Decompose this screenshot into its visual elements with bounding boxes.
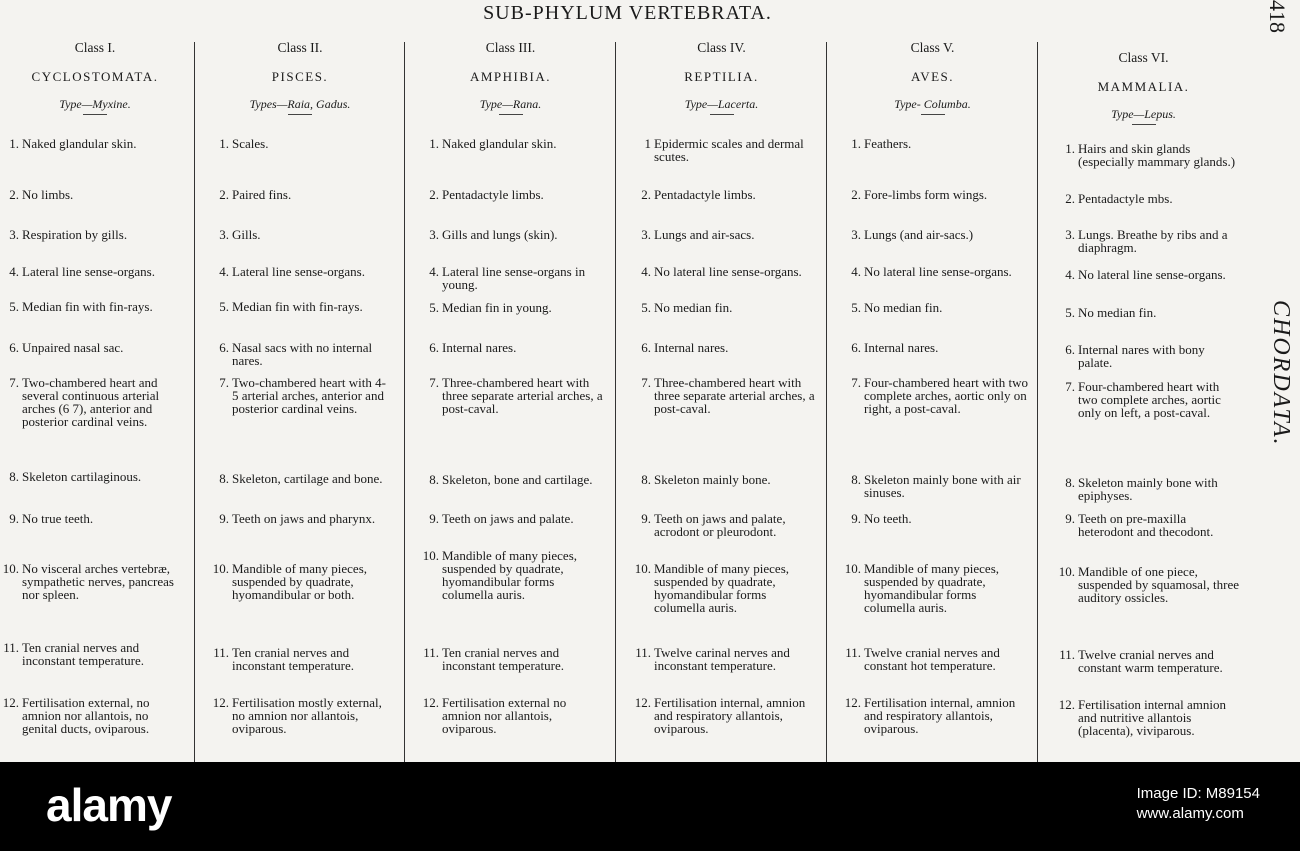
item-text: Internal nares.: [442, 340, 517, 355]
character-item: [641, 227, 816, 242]
item-text: Paired fins.: [232, 187, 292, 202]
character-item: [851, 136, 1028, 151]
character-item: [9, 136, 182, 151]
class-label: Class IV.: [697, 40, 746, 55]
character-item: [429, 136, 604, 151]
item-number: 3.: [219, 227, 229, 242]
item-number: 2.: [1065, 191, 1075, 206]
character-item: [219, 136, 392, 151]
item-number: 12.: [1058, 697, 1075, 712]
class-column-header: [830, 40, 1035, 115]
class-name: REPTILIA.: [684, 69, 759, 84]
header-rule: [710, 114, 734, 115]
item-text: Ten cranial nerves and inconstant temperature.: [232, 645, 355, 673]
item-number: 10.: [212, 561, 229, 576]
item-number: 1.: [429, 136, 439, 151]
character-item: [9, 227, 182, 242]
item-text: Skeleton, bone and cartilage.: [442, 472, 593, 487]
item-number: 2.: [9, 187, 19, 202]
item-number: 10.: [2, 561, 19, 576]
item-number: 5.: [851, 300, 861, 315]
character-item: [1058, 564, 1240, 605]
item-number: 10.: [1058, 564, 1075, 579]
item-text: Lateral line sense-organs.: [232, 264, 365, 279]
item-text: Pentadactyle mbs.: [1078, 191, 1173, 206]
character-item: [9, 299, 182, 314]
item-number: 12.: [212, 695, 229, 710]
item-text: No teeth.: [864, 511, 912, 526]
item-number: 7.: [1065, 379, 1075, 394]
header-rule: [499, 114, 523, 115]
item-text: Skeleton mainly bone with epiphyses.: [1078, 475, 1218, 503]
character-item: [1065, 141, 1240, 169]
item-text: Unpaired nasal sac.: [22, 340, 124, 355]
item-text: Respiration by gills.: [22, 227, 128, 242]
class-name: AVES.: [910, 69, 955, 84]
character-item: [1065, 267, 1240, 282]
item-text: Internal nares.: [864, 340, 939, 355]
character-item: [1065, 305, 1240, 320]
item-number: 5.: [1065, 305, 1075, 320]
item-text: Skeleton cartilaginous.: [22, 469, 142, 484]
item-number: 11.: [423, 645, 439, 660]
header-rule: [1132, 124, 1156, 125]
character-item: [3, 640, 182, 668]
character-item: [641, 472, 816, 487]
class-name: AMPHIBIA.: [469, 69, 552, 84]
item-number: 3.: [641, 227, 651, 242]
item-text: Two-chambered heart and several continuous arterial arches (6 7), anterior and posterior cardinal veins.: [22, 375, 160, 429]
character-item: [9, 340, 182, 355]
side-title: CHORDATA.: [1268, 300, 1294, 447]
item-text: No true teeth.: [22, 511, 94, 526]
item-text: Twelve cranial nerves and constant warm temperature.: [1078, 647, 1223, 675]
character-item: [2, 561, 182, 602]
character-item: [1065, 191, 1240, 206]
character-item: [429, 375, 604, 416]
class-name: MAMMALIA.: [1097, 79, 1190, 94]
character-item: [1059, 647, 1240, 675]
character-item: [851, 511, 1028, 526]
item-number: 12.: [844, 695, 861, 710]
character-item: [423, 645, 604, 673]
item-number: 3.: [851, 227, 861, 242]
character-item: [851, 340, 1028, 355]
item-number: 7.: [429, 375, 439, 390]
item-text: Median fin in young.: [442, 300, 552, 315]
character-item: [429, 300, 604, 315]
item-text: Scales.: [232, 136, 269, 151]
item-number: 11.: [1059, 647, 1075, 662]
item-text: Naked glandular skin.: [22, 136, 137, 151]
item-text: Mandible of many pieces, suspended by quadrate, hyomandibular forms columella auris.: [654, 561, 790, 615]
item-number: 9.: [219, 511, 229, 526]
item-number: 12.: [634, 695, 651, 710]
item-number: 3.: [429, 227, 439, 242]
character-item: [9, 511, 182, 526]
item-number: 5.: [641, 300, 651, 315]
item-number: 1.: [1065, 141, 1075, 156]
item-number: 8.: [1065, 475, 1075, 490]
item-number: 6.: [429, 340, 439, 355]
class-column-header: [1041, 50, 1246, 125]
item-text: Fertilisation internal amnion and nutritive allantois (placenta), viviparous.: [1078, 697, 1227, 738]
item-number: 6.: [851, 340, 861, 355]
character-item: [429, 264, 604, 292]
item-number: 1.: [851, 136, 861, 151]
item-text: Feathers.: [864, 136, 912, 151]
item-text: No median fin.: [654, 300, 733, 315]
character-item: [9, 187, 182, 202]
item-number: 7.: [219, 375, 229, 390]
page-number: 418: [1265, 0, 1290, 33]
column-divider: [615, 42, 616, 762]
item-text: Lateral line sense-organs in young.: [442, 264, 586, 292]
type-specimen: Type—Rana.: [479, 97, 542, 111]
item-text: Nasal sacs with no internal nares.: [232, 340, 373, 368]
character-item: [9, 469, 182, 484]
item-text: Three-chambered heart with three separate arterial arches, a post-caval.: [442, 375, 603, 416]
class-column-header: [619, 40, 824, 115]
character-item: [634, 695, 816, 736]
character-item: [422, 695, 604, 736]
character-item: [429, 340, 604, 355]
type-specimen: Type—Lacerta.: [684, 97, 759, 111]
character-item: [1065, 227, 1240, 255]
item-text: Internal nares with bony palate.: [1078, 342, 1205, 370]
item-text: Fore-limbs form wings.: [864, 187, 988, 202]
character-item: [1065, 475, 1240, 503]
item-number: 10.: [634, 561, 651, 576]
item-number: 9.: [9, 511, 19, 526]
item-text: Four-chambered heart with two complete arches, aortic only on right, a post-caval.: [864, 375, 1028, 416]
column-divider: [194, 42, 195, 762]
item-number: 1.: [219, 136, 229, 151]
character-item: [1065, 379, 1240, 420]
item-number: 3.: [1065, 227, 1075, 242]
item-number: 2.: [641, 187, 651, 202]
type-specimen: Type—Myxine.: [59, 97, 131, 111]
item-text: Skeleton, cartilage and bone.: [232, 471, 383, 486]
item-text: Fertilisation internal, amnion and respiratory allantois, oviparous.: [654, 695, 806, 736]
item-number: 9.: [429, 511, 439, 526]
class-label: Class II.: [277, 40, 323, 55]
character-item: [219, 299, 392, 314]
item-number: 1: [644, 136, 651, 151]
header-rule: [83, 114, 107, 115]
item-text: Fertilisation external, no amnion nor allantois, no genital ducts, oviparous.: [22, 695, 150, 736]
type-specimen: Type—Lepus.: [1111, 107, 1176, 121]
character-item: [641, 187, 816, 202]
character-item: [9, 264, 182, 279]
item-text: Fertilisation internal, amnion and respiratory allantois, oviparous.: [864, 695, 1016, 736]
item-number: 4.: [219, 264, 229, 279]
character-item: [1058, 697, 1240, 738]
character-item: [429, 187, 604, 202]
item-number: 5.: [9, 299, 19, 314]
character-item: [635, 645, 816, 673]
class-name: PISCES.: [271, 69, 329, 84]
character-item: [641, 375, 816, 416]
character-item: [212, 695, 392, 736]
item-number: 1.: [9, 136, 19, 151]
character-item: [851, 227, 1028, 242]
watermark-bar: [0, 762, 1300, 851]
character-item: [851, 472, 1028, 500]
character-item: [219, 340, 392, 368]
item-number: 8.: [9, 469, 19, 484]
item-text: Four-chambered heart with two complete arches, aortic only on left, a post-caval.: [1078, 379, 1221, 420]
character-item: [219, 187, 392, 202]
item-text: Naked glandular skin.: [442, 136, 557, 151]
site-url: www.alamy.com: [1136, 805, 1244, 822]
item-text: Teeth on jaws and palate.: [442, 511, 574, 526]
character-item: [219, 471, 392, 486]
item-text: Teeth on pre-maxilla heterodont and thecodont.: [1078, 511, 1214, 539]
class-column-header: [198, 40, 402, 115]
item-number: 6.: [219, 340, 229, 355]
column-divider: [404, 42, 405, 762]
item-text: Twelve carinal nerves and inconstant temperature.: [654, 645, 790, 673]
item-text: Mandible of one piece, suspended by squamosal, three auditory ossicles.: [1078, 564, 1240, 605]
item-number: 2.: [219, 187, 229, 202]
column-divider: [1037, 42, 1038, 762]
character-item: [851, 187, 1028, 202]
item-text: Hairs and skin glands (especially mammary glands.): [1078, 141, 1236, 169]
item-number: 5.: [429, 300, 439, 315]
item-text: Internal nares.: [654, 340, 729, 355]
item-text: Three-chambered heart with three separate arterial arches, a post-caval.: [654, 375, 815, 416]
item-number: 7.: [9, 375, 19, 390]
item-number: 9.: [641, 511, 651, 526]
character-item: [9, 375, 182, 429]
item-text: Pentadactyle limbs.: [654, 187, 756, 202]
item-number: 11.: [635, 645, 651, 660]
item-text: Twelve cranial nerves and constant hot temperature.: [864, 645, 1000, 673]
alamy-logo: alamy: [46, 779, 172, 831]
item-number: 4.: [429, 264, 439, 279]
character-item: [219, 264, 392, 279]
item-number: 6.: [641, 340, 651, 355]
item-text: No lateral line sense-organs.: [864, 264, 1012, 279]
item-number: 4.: [1065, 267, 1075, 282]
item-number: 2.: [429, 187, 439, 202]
type-specimen: Type- Columba.: [894, 97, 971, 111]
character-item: [845, 645, 1028, 673]
character-item: [219, 227, 392, 242]
character-item: [641, 511, 816, 539]
header-rule: [288, 114, 312, 115]
item-number: 6.: [9, 340, 19, 355]
item-text: No visceral arches vertebræ, sympathetic nerves, pancreas nor spleen.: [22, 561, 174, 602]
item-number: 10.: [844, 561, 861, 576]
item-number: 12.: [2, 695, 19, 710]
class-label: Class I.: [74, 40, 116, 55]
character-item: [634, 561, 816, 615]
column-divider: [826, 42, 827, 762]
item-number: 8.: [851, 472, 861, 487]
item-number: 5.: [219, 299, 229, 314]
character-item: [844, 695, 1028, 736]
item-text: Lungs. Breathe by ribs and a diaphragm.: [1078, 227, 1228, 255]
item-text: No median fin.: [864, 300, 943, 315]
item-text: Mandible of many pieces, suspended by quadrate, hyomandibular or both.: [232, 561, 368, 602]
class-column-header: [0, 40, 190, 115]
character-item: [429, 511, 604, 526]
class-name: CYCLOSTOMATA.: [31, 69, 159, 84]
item-number: 8.: [219, 471, 229, 486]
item-text: Median fin with fin-rays.: [232, 299, 363, 314]
character-item: [212, 561, 392, 602]
item-number: 7.: [851, 375, 861, 390]
item-text: No lateral line sense-organs.: [654, 264, 802, 279]
item-text: No median fin.: [1078, 305, 1157, 320]
item-number: 12.: [422, 695, 439, 710]
character-item: [422, 548, 604, 602]
item-number: 6.: [1065, 342, 1075, 357]
character-item: [641, 264, 816, 279]
item-text: Lungs and air-sacs.: [654, 227, 755, 242]
item-number: 3.: [9, 227, 19, 242]
item-text: Pentadactyle limbs.: [442, 187, 544, 202]
character-item: [429, 472, 604, 487]
item-number: 4.: [641, 264, 651, 279]
item-text: Fertilisation external no amnion nor allantois, oviparous.: [442, 695, 567, 736]
item-text: Median fin with fin-rays.: [22, 299, 153, 314]
class-label: Class III.: [485, 40, 536, 55]
page-title: SUB-PHYLUM VERTEBRATA.: [483, 2, 772, 24]
item-text: Gills.: [232, 227, 261, 242]
item-text: Skeleton mainly bone.: [654, 472, 771, 487]
item-number: 9.: [851, 511, 861, 526]
item-text: Mandible of many pieces, suspended by quadrate, hyomandibular forms columella auris.: [864, 561, 1000, 615]
class-label: Class V.: [910, 40, 955, 55]
item-number: 9.: [1065, 511, 1075, 526]
character-item: [1065, 511, 1240, 539]
image-id-text: Image ID: M89154: [1136, 785, 1260, 802]
character-item: [219, 511, 392, 526]
item-text: Mandible of many pieces, suspended by quadrate, hyomandibular forms columella auris.: [442, 548, 578, 602]
character-item: [851, 264, 1028, 279]
header-rule: [921, 114, 945, 115]
character-item: [851, 300, 1028, 315]
item-text: Teeth on jaws and palate, acrodont or pleurodont.: [654, 511, 786, 539]
character-item: [1065, 342, 1240, 370]
type-specimen: Types—Raia, Gadus.: [249, 97, 351, 111]
item-text: Lateral line sense-organs.: [22, 264, 155, 279]
item-text: Gills and lungs (skin).: [442, 227, 558, 242]
item-number: 4.: [9, 264, 19, 279]
image-id-block: [1137, 784, 1260, 824]
item-text: Lungs (and air-sacs.): [864, 227, 974, 242]
item-number: 8.: [641, 472, 651, 487]
item-number: 10.: [422, 548, 439, 563]
character-item: [213, 645, 392, 673]
character-item: [641, 340, 816, 355]
character-item: [851, 375, 1028, 416]
item-text: Fertilisation mostly external, no amnion nor allantois, oviparous.: [232, 695, 382, 736]
item-number: 4.: [851, 264, 861, 279]
item-text: No lateral line sense-organs.: [1078, 267, 1226, 282]
character-item: [429, 227, 604, 242]
class-column-header: [408, 40, 613, 115]
item-text: Epidermic scales and dermal scutes.: [654, 136, 804, 164]
item-number: 7.: [641, 375, 651, 390]
character-item: [644, 136, 816, 164]
class-label: Class VI.: [1118, 50, 1169, 65]
item-text: Ten cranial nerves and inconstant temperature.: [22, 640, 145, 668]
item-text: Two-chambered heart with 4-5 arterial arches, anterior and posterior cardinal veins.: [232, 375, 386, 416]
item-number: 8.: [429, 472, 439, 487]
item-number: 11.: [213, 645, 229, 660]
item-text: Ten cranial nerves and inconstant temperature.: [442, 645, 565, 673]
character-item: [2, 695, 182, 736]
item-number: 11.: [3, 640, 19, 655]
item-number: 2.: [851, 187, 861, 202]
item-text: No limbs.: [22, 187, 74, 202]
item-text: Teeth on jaws and pharynx.: [232, 511, 376, 526]
character-item: [641, 300, 816, 315]
item-text: Skeleton mainly bone with air sinuses.: [864, 472, 1021, 500]
character-item: [219, 375, 392, 416]
item-number: 11.: [845, 645, 861, 660]
character-item: [844, 561, 1028, 615]
